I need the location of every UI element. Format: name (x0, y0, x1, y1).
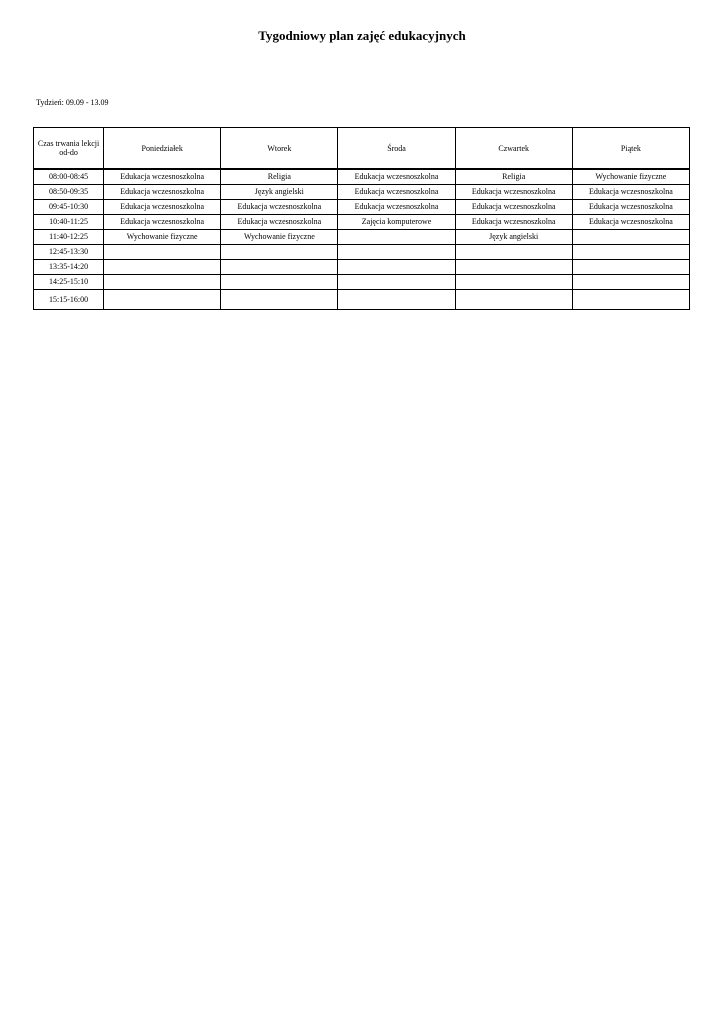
lesson-cell: Edukacja wczesnoszkolna (104, 169, 221, 184)
table-row (34, 259, 690, 274)
time-cell: 11:40-12:25 (34, 229, 104, 244)
lesson-cell: Język angielski (455, 229, 572, 244)
lesson-cell: Edukacja wczesnoszkolna (104, 214, 221, 229)
time-cell: 08:00-08:45 (34, 169, 104, 184)
lesson-cell: Edukacja wczesnoszkolna (455, 199, 572, 214)
table-row (34, 289, 690, 309)
lesson-cell: Edukacja wczesnoszkolna (104, 199, 221, 214)
header-time: Czas trwania lekcji od-do (34, 128, 104, 170)
lesson-cell (221, 274, 338, 289)
lesson-cell (104, 289, 221, 309)
lesson-cell (572, 229, 689, 244)
lesson-cell (221, 259, 338, 274)
lesson-cell: Edukacja wczesnoszkolna (572, 214, 689, 229)
table-row (34, 229, 690, 244)
header-thursday: Czwartek (455, 128, 572, 170)
header-row (34, 128, 690, 170)
table-row (34, 169, 690, 184)
lesson-cell (338, 229, 455, 244)
time-cell: 14:25-15:10 (34, 274, 104, 289)
lesson-cell (104, 274, 221, 289)
lesson-cell: Edukacja wczesnoszkolna (338, 184, 455, 199)
week-label: Tydzień: 09.09 - 13.09 (36, 98, 109, 107)
lesson-cell: Edukacja wczesnoszkolna (104, 184, 221, 199)
header-wednesday: Środa (338, 128, 455, 170)
lesson-cell (338, 289, 455, 309)
lesson-cell: Edukacja wczesnoszkolna (221, 199, 338, 214)
page-title: Tygodniowy plan zajęć edukacyjnych (258, 28, 466, 43)
schedule-body (34, 169, 690, 309)
table-row (34, 184, 690, 199)
table-row (34, 244, 690, 259)
lesson-cell: Wychowanie fizyczne (221, 229, 338, 244)
lesson-cell: Wychowanie fizyczne (572, 169, 689, 184)
table-row (34, 214, 690, 229)
time-cell: 10:40-11:25 (34, 214, 104, 229)
time-cell: 12:45-13:30 (34, 244, 104, 259)
lesson-cell: Edukacja wczesnoszkolna (338, 199, 455, 214)
time-cell: 13:35-14:20 (34, 259, 104, 274)
schedule-table (33, 127, 690, 310)
lesson-cell (572, 259, 689, 274)
lesson-cell (572, 289, 689, 309)
lesson-cell (338, 259, 455, 274)
time-cell: 09:45-10:30 (34, 199, 104, 214)
lesson-cell: Religia (455, 169, 572, 184)
header-friday: Piątek (572, 128, 689, 170)
schedule-header (34, 128, 690, 170)
lesson-cell: Edukacja wczesnoszkolna (455, 214, 572, 229)
time-cell: 08:50-09:35 (34, 184, 104, 199)
lesson-cell (572, 244, 689, 259)
header-monday: Poniedziałek (104, 128, 221, 170)
lesson-cell: Edukacja wczesnoszkolna (455, 184, 572, 199)
lesson-cell: Edukacja wczesnoszkolna (221, 214, 338, 229)
lesson-cell: Edukacja wczesnoszkolna (338, 169, 455, 184)
lesson-cell (104, 259, 221, 274)
lesson-cell (455, 274, 572, 289)
lesson-cell: Edukacja wczesnoszkolna (572, 184, 689, 199)
lesson-cell (221, 289, 338, 309)
lesson-cell (455, 259, 572, 274)
lesson-cell: Zajęcia komputerowe (338, 214, 455, 229)
lesson-cell: Edukacja wczesnoszkolna (572, 199, 689, 214)
header-tuesday: Wtorek (221, 128, 338, 170)
lesson-cell (338, 274, 455, 289)
lesson-cell (338, 244, 455, 259)
lesson-cell: Religia (221, 169, 338, 184)
time-cell: 15:15-16:00 (34, 289, 104, 309)
lesson-cell (221, 244, 338, 259)
lesson-cell (572, 274, 689, 289)
lesson-cell (455, 289, 572, 309)
lesson-cell: Wychowanie fizyczne (104, 229, 221, 244)
lesson-cell (104, 244, 221, 259)
table-row (34, 199, 690, 214)
lesson-cell (455, 244, 572, 259)
table-row (34, 274, 690, 289)
lesson-cell: Język angielski (221, 184, 338, 199)
